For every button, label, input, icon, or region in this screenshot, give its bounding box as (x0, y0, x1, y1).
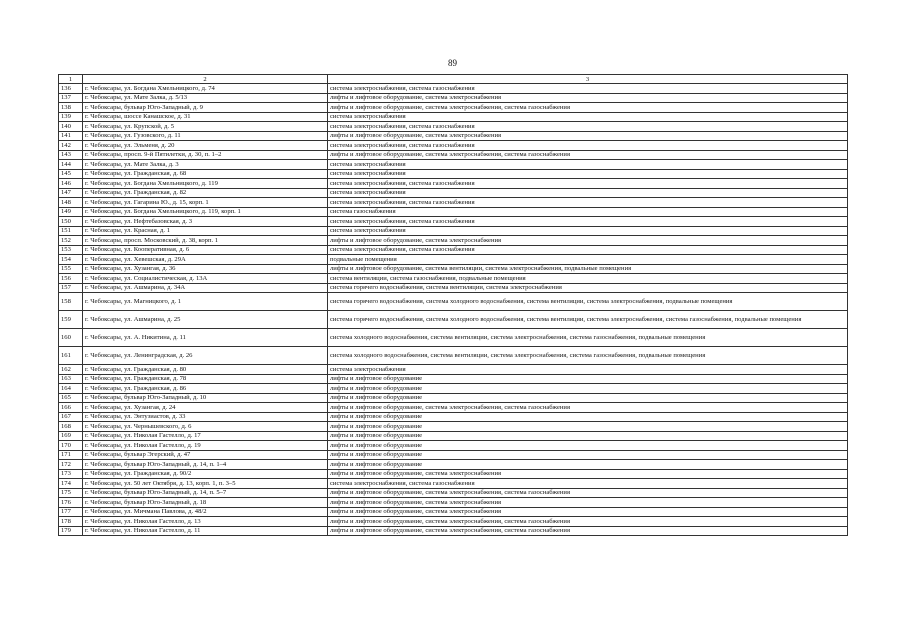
row-number-cell: 167 (59, 412, 83, 422)
address-cell: г. Чебоксары, ул. Ашмарина, д. 34А (83, 283, 328, 293)
table-row (59, 274, 848, 284)
register-table-body (59, 75, 848, 536)
row-number-cell: 157 (59, 283, 83, 293)
table-row (59, 169, 848, 179)
row-number-cell: 152 (59, 236, 83, 246)
table-row (59, 526, 848, 536)
table-row (59, 311, 848, 329)
address-cell: г. Чебоксары, ул. Магницкого, д. 1 (83, 293, 328, 311)
systems-cell: лифты и лифтовое оборудование, система электроснабжения (328, 498, 848, 508)
table-row (59, 255, 848, 265)
address-cell: г. Чебоксары, ул. Мате Залка, д. 5/13 (83, 93, 328, 103)
row-number-cell: 149 (59, 207, 83, 217)
row-number-cell: 179 (59, 526, 83, 536)
systems-cell: лифты и лифтовое оборудование, система вентиляции, система электроснабжения, подвальные помещения (328, 264, 848, 274)
table-row (59, 112, 848, 122)
address-cell: г. Чебоксары, ул. Нефтебазовская, д. 3 (83, 217, 328, 227)
systems-cell: система горячего водоснабжения, система вентиляции, система электроснабжения (328, 283, 848, 293)
systems-cell: система холодного водоснабжения, система вентиляции, система электроснабжения, система газоснабжения, подвальные помещения (328, 329, 848, 347)
table-row (59, 283, 848, 293)
systems-cell: лифты и лифтовое оборудование (328, 460, 848, 470)
table-row (59, 365, 848, 375)
address-cell: г. Чебоксары, ул. Ленинградская, д. 26 (83, 347, 328, 365)
row-number-cell: 154 (59, 255, 83, 265)
table-row (59, 236, 848, 246)
address-cell: г. Чебоксары, бульвар Эгерский, д. 47 (83, 450, 328, 460)
address-cell: г. Чебоксары, ул. Кооперативная, д. 6 (83, 245, 328, 255)
row-number-cell: 165 (59, 393, 83, 403)
table-row (59, 384, 848, 394)
table-row (59, 450, 848, 460)
row-number-cell: 171 (59, 450, 83, 460)
table-row (59, 141, 848, 151)
systems-cell: система электроснабжения (328, 169, 848, 179)
systems-cell: система электроснабжения, система газоснабжения (328, 245, 848, 255)
address-cell: г. Чебоксары, ул. Николая Гастелло, д. 13 (83, 517, 328, 527)
row-number-cell: 159 (59, 311, 83, 329)
address-cell: г. Чебоксары, ул. Гражданская, д. 78 (83, 374, 328, 384)
systems-cell: лифты и лифтовое оборудование (328, 422, 848, 432)
address-cell: г. Чебоксары, ул. Чернышевского, д. 6 (83, 422, 328, 432)
address-cell: г. Чебоксары, бульвар Юго-Западный, д. 18 (83, 498, 328, 508)
row-number-cell: 155 (59, 264, 83, 274)
row-number-cell: 173 (59, 469, 83, 479)
address-cell: г. Чебоксары, бульвар Юго-Западный, д. 14, п. 1–4 (83, 460, 328, 470)
systems-cell: лифты и лифтовое оборудование (328, 441, 848, 451)
header-cell-systems: 3 (328, 75, 848, 84)
table-row (59, 245, 848, 255)
table-row (59, 374, 848, 384)
table-row (59, 422, 848, 432)
address-cell: г. Чебоксары, ул. Мате Залка, д. 3 (83, 160, 328, 170)
row-number-cell: 151 (59, 226, 83, 236)
row-number-cell: 176 (59, 498, 83, 508)
row-number-cell: 139 (59, 112, 83, 122)
address-cell: г. Чебоксары, ул. Гражданская, д. 86 (83, 384, 328, 394)
row-number-cell: 164 (59, 384, 83, 394)
row-number-cell: 150 (59, 217, 83, 227)
address-cell: г. Чебоксары, ул. Хузангая, д. 36 (83, 264, 328, 274)
row-number-cell: 170 (59, 441, 83, 451)
table-row (59, 93, 848, 103)
table-row (59, 403, 848, 413)
row-number-cell: 169 (59, 431, 83, 441)
systems-cell: система электроснабжения (328, 112, 848, 122)
table-row (59, 507, 848, 517)
row-number-cell: 156 (59, 274, 83, 284)
header-row (59, 75, 848, 84)
table-row (59, 84, 848, 94)
systems-cell: система газоснабжения (328, 207, 848, 217)
table-row (59, 198, 848, 208)
address-cell: г. Чебоксары, ул. 50 лет Октября, д. 13, корп. 1, п. 3–5 (83, 479, 328, 489)
table-row (59, 488, 848, 498)
address-cell: г. Чебоксары, ул. Гагарина Ю., д. 15, корп. 1 (83, 198, 328, 208)
systems-cell: лифты и лифтовое оборудование, система электроснабжения, система газоснабжения (328, 488, 848, 498)
address-cell: г. Чебоксары, ул. Гражданская, д. 68 (83, 169, 328, 179)
address-cell: г. Чебоксары, ул. Николая Гастелло, д. 11 (83, 526, 328, 536)
systems-cell: лифты и лифтовое оборудование (328, 374, 848, 384)
systems-cell: лифты и лифтовое оборудование, система электроснабжения (328, 93, 848, 103)
row-number-cell: 136 (59, 84, 83, 94)
header-cell-number: 1 (59, 75, 83, 84)
systems-cell: лифты и лифтовое оборудование (328, 450, 848, 460)
row-number-cell: 153 (59, 245, 83, 255)
systems-cell: лифты и лифтовое оборудование, система электроснабжения (328, 236, 848, 246)
row-number-cell: 145 (59, 169, 83, 179)
row-number-cell: 160 (59, 329, 83, 347)
systems-cell: система горячего водоснабжения, система холодного водоснабжения, система вентиляции, система электроснабжения, система газоснабжения, подвальные помещения (328, 311, 848, 329)
row-number-cell: 168 (59, 422, 83, 432)
table-row (59, 188, 848, 198)
systems-cell: система вентиляции, система газоснабжения, подвальные помещения (328, 274, 848, 284)
address-cell: г. Чебоксары, ул. А. Никитина, д. 11 (83, 329, 328, 347)
address-cell: г. Чебоксары, ул. Николая Гастелло, д. 19 (83, 441, 328, 451)
systems-cell: система электроснабжения, система газоснабжения (328, 198, 848, 208)
address-cell: г. Чебоксары, ул. Энтузиастов, д. 33 (83, 412, 328, 422)
row-number-cell: 137 (59, 93, 83, 103)
systems-cell: лифты и лифтовое оборудование, система электроснабжения (328, 131, 848, 141)
row-number-cell: 163 (59, 374, 83, 384)
systems-cell: лифты и лифтовое оборудование (328, 431, 848, 441)
systems-cell: система электроснабжения (328, 365, 848, 375)
row-number-cell: 138 (59, 103, 83, 113)
systems-cell: лифты и лифтовое оборудование, система электроснабжения (328, 469, 848, 479)
table-row (59, 479, 848, 489)
row-number-cell: 162 (59, 365, 83, 375)
systems-cell: система электроснабжения, система газоснабжения (328, 479, 848, 489)
address-cell: г. Чебоксары, ул. Мичмана Павлова, д. 48/2 (83, 507, 328, 517)
row-number-cell: 146 (59, 179, 83, 189)
table-row (59, 469, 848, 479)
table-row (59, 347, 848, 365)
table-row (59, 207, 848, 217)
systems-cell: лифты и лифтовое оборудование, система электроснабжения, система газоснабжения (328, 150, 848, 160)
systems-cell: лифты и лифтовое оборудование, система электроснабжения (328, 507, 848, 517)
row-number-cell: 158 (59, 293, 83, 311)
table-row (59, 517, 848, 527)
address-cell: г. Чебоксары, ул. Хузангая, д. 24 (83, 403, 328, 413)
address-cell: г. Чебоксары, ул. Хевешская, д. 29А (83, 255, 328, 265)
address-cell: г. Чебоксары, ул. Гражданская, д. 82 (83, 188, 328, 198)
register-table (58, 74, 848, 536)
address-cell: г. Чебоксары, ул. Гузовского, д. 11 (83, 131, 328, 141)
systems-cell: лифты и лифтовое оборудование, система электроснабжения, система газоснабжения (328, 517, 848, 527)
row-number-cell: 178 (59, 517, 83, 527)
systems-cell: подвальные помещения (328, 255, 848, 265)
systems-cell: лифты и лифтовое оборудование (328, 384, 848, 394)
systems-cell: лифты и лифтовое оборудование, система электроснабжения, система газоснабжения (328, 526, 848, 536)
row-number-cell: 143 (59, 150, 83, 160)
address-cell: г. Чебоксары, ул. Николая Гастелло, д. 17 (83, 431, 328, 441)
systems-cell: система электроснабжения (328, 160, 848, 170)
table-row (59, 179, 848, 189)
row-number-cell: 161 (59, 347, 83, 365)
address-cell: г. Чебоксары, ул. Ашмарина, д. 25 (83, 311, 328, 329)
table-row (59, 393, 848, 403)
address-cell: г. Чебоксары, просп. Московский, д. 38, корп. 1 (83, 236, 328, 246)
address-cell: г. Чебоксары, бульвар Юго-Западный, д. 10 (83, 393, 328, 403)
table-row (59, 329, 848, 347)
row-number-cell: 172 (59, 460, 83, 470)
row-number-cell: 142 (59, 141, 83, 151)
table-row (59, 131, 848, 141)
address-cell: г. Чебоксары, бульвар Юго-Западный, д. 14, п. 5–7 (83, 488, 328, 498)
table-row (59, 498, 848, 508)
row-number-cell: 147 (59, 188, 83, 198)
systems-cell: система электроснабжения (328, 188, 848, 198)
systems-cell: система электроснабжения, система газоснабжения (328, 217, 848, 227)
table-row (59, 160, 848, 170)
systems-cell: система электроснабжения, система газоснабжения (328, 179, 848, 189)
address-cell: г. Чебоксары, ул. Богдана Хмельницкого, д. 74 (83, 84, 328, 94)
systems-cell: лифты и лифтовое оборудование, система электроснабжения, система газоснабжения (328, 403, 848, 413)
header-cell-address: 2 (83, 75, 328, 84)
systems-cell: система горячего водоснабжения, система холодного водоснабжения, система вентиляции, система электроснабжения, подвальные помещения (328, 293, 848, 311)
row-number-cell: 141 (59, 131, 83, 141)
address-cell: г. Чебоксары, шоссе Канашское, д. 31 (83, 112, 328, 122)
address-cell: г. Чебоксары, бульвар Юго-Западный, д. 9 (83, 103, 328, 113)
row-number-cell: 174 (59, 479, 83, 489)
row-number-cell: 148 (59, 198, 83, 208)
table-row (59, 264, 848, 274)
table-row (59, 217, 848, 227)
row-number-cell: 140 (59, 122, 83, 132)
row-number-cell: 175 (59, 488, 83, 498)
table-row (59, 431, 848, 441)
address-cell: г. Чебоксары, ул. Социалистическая, д. 13А (83, 274, 328, 284)
row-number-cell: 166 (59, 403, 83, 413)
table-row (59, 293, 848, 311)
address-cell: г. Чебоксары, ул. Красная, д. 1 (83, 226, 328, 236)
address-cell: г. Чебоксары, ул. Крупской, д. 5 (83, 122, 328, 132)
address-cell: г. Чебоксары, ул. Гражданская, д. 90/2 (83, 469, 328, 479)
table-row (59, 226, 848, 236)
address-cell: г. Чебоксары, ул. Эльменя, д. 20 (83, 141, 328, 151)
table-row (59, 103, 848, 113)
address-cell: г. Чебоксары, просп. 9-й Пятилетки, д. 30, п. 1–2 (83, 150, 328, 160)
table-row (59, 441, 848, 451)
page-number: 89 (448, 58, 457, 68)
systems-cell: лифты и лифтовое оборудование (328, 412, 848, 422)
address-cell: г. Чебоксары, ул. Гражданская, д. 80 (83, 365, 328, 375)
table-row (59, 412, 848, 422)
systems-cell: лифты и лифтовое оборудование, система электроснабжения, система газоснабжения (328, 103, 848, 113)
address-cell: г. Чебоксары, ул. Богдана Хмельницкого, д. 119, корп. 1 (83, 207, 328, 217)
row-number-cell: 177 (59, 507, 83, 517)
systems-cell: система холодного водоснабжения, система вентиляции, система электроснабжения, система газоснабжения, подвальные помещения (328, 347, 848, 365)
row-number-cell: 144 (59, 160, 83, 170)
table-row (59, 150, 848, 160)
systems-cell: система электроснабжения, система газоснабжения (328, 141, 848, 151)
table-row (59, 460, 848, 470)
systems-cell: система электроснабжения (328, 226, 848, 236)
systems-cell: система электроснабжения, система газоснабжения (328, 84, 848, 94)
address-cell: г. Чебоксары, ул. Богдана Хмельницкого, д. 119 (83, 179, 328, 189)
systems-cell: лифты и лифтовое оборудование (328, 393, 848, 403)
table-row (59, 122, 848, 132)
systems-cell: система электроснабжения, система газоснабжения (328, 122, 848, 132)
